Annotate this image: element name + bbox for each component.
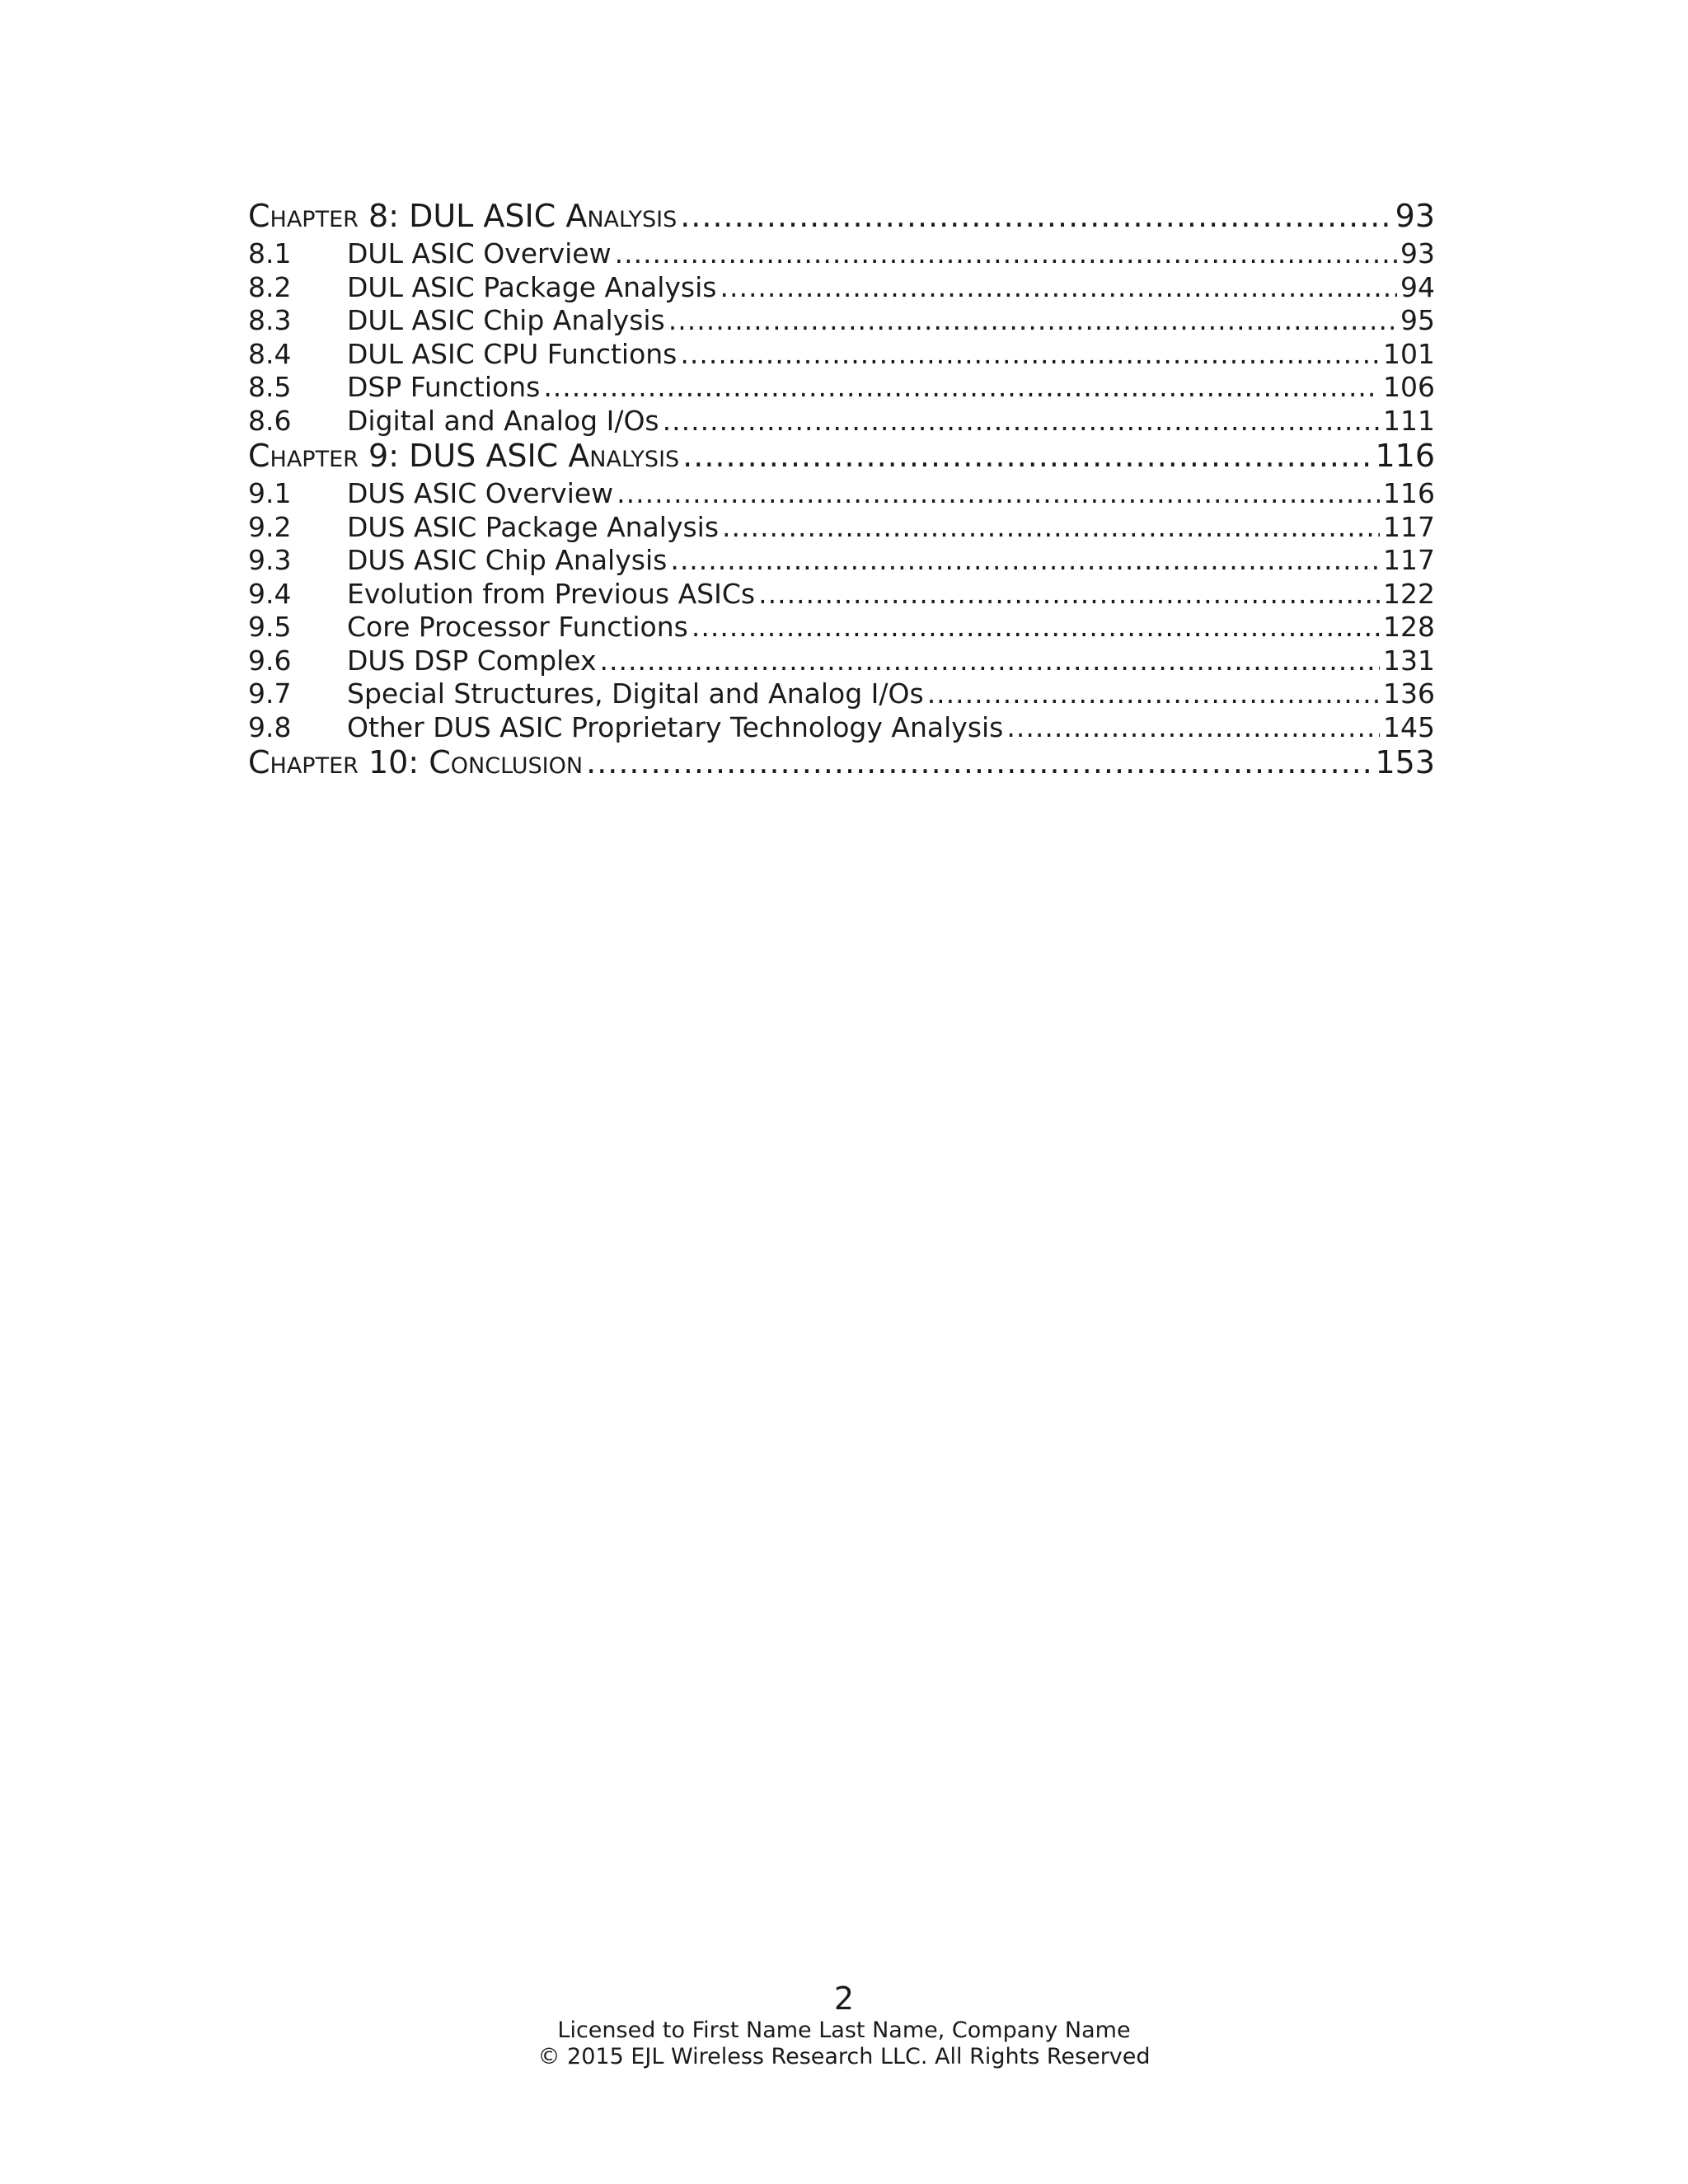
chapter-number: 10: [368, 744, 409, 780]
section-title: DUS ASIC Overview: [347, 477, 614, 509]
chapter-name-smallcaps: Analysis: [565, 198, 678, 234]
section-title: DUL ASIC Package Analysis: [347, 270, 717, 303]
toc-chapter-entry[interactable]: [248, 438, 1435, 477]
chapter-prefix: Chapter: [248, 438, 359, 474]
page-reference: 111: [1383, 404, 1435, 437]
section-number: 9.8: [248, 710, 292, 743]
toc-chapter-entry[interactable]: [248, 744, 1435, 784]
page-reference: 93: [1395, 198, 1435, 234]
section-title: DUL ASIC Chip Analysis: [347, 304, 665, 336]
dot-leader: [758, 578, 1380, 610]
toc-section-entry[interactable]: [248, 677, 1435, 711]
section-number: 8.6: [248, 404, 292, 437]
page-reference: 116: [1383, 477, 1435, 509]
toc-section-entry[interactable]: [248, 477, 1435, 511]
page-reference: 117: [1383, 510, 1435, 543]
dot-leader: [617, 477, 1380, 509]
section-title: Evolution from Previous ASICs: [347, 577, 756, 610]
section-number: 9.5: [248, 611, 292, 643]
page-reference: 145: [1383, 710, 1435, 743]
dot-leader: [663, 405, 1380, 437]
dot-leader: [692, 611, 1380, 643]
page-reference: 117: [1383, 544, 1435, 576]
page-reference: 131: [1383, 644, 1435, 677]
toc-section-entry[interactable]: [248, 304, 1435, 338]
dot-leader: [543, 371, 1380, 403]
section-title: Core Processor Functions: [347, 611, 688, 643]
toc-section-entry[interactable]: [248, 338, 1435, 372]
section-number: 9.7: [248, 677, 292, 710]
dot-leader: [682, 438, 1372, 474]
section-number: 8.4: [248, 337, 292, 370]
table-of-contents: [248, 198, 1435, 784]
chapter-number: 9: [368, 438, 389, 474]
toc-section-entry[interactable]: [248, 611, 1435, 644]
chapter-name: DUS ASIC: [409, 438, 559, 474]
toc-section-entry[interactable]: [248, 644, 1435, 678]
page-reference: 101: [1383, 337, 1435, 370]
section-title: DUS ASIC Package Analysis: [347, 510, 720, 543]
page-reference: 106: [1383, 371, 1435, 403]
page-reference: 94: [1400, 270, 1435, 303]
section-title: DUL ASIC Overview: [347, 237, 612, 269]
chapter-title: Chapter 10: Conclusion: [248, 744, 584, 780]
dot-leader: [670, 544, 1380, 576]
license-notice: Licensed to First Name Last Name, Company Name: [557, 2018, 1131, 2043]
section-number: 8.2: [248, 270, 292, 303]
chapter-name: DUL ASIC: [409, 198, 556, 234]
page-reference: 122: [1383, 577, 1435, 610]
section-number: 9.4: [248, 577, 292, 610]
toc-chapter-entry[interactable]: [248, 198, 1435, 237]
toc-section-entry[interactable]: [248, 511, 1435, 545]
section-number: 9.2: [248, 510, 292, 543]
chapter-title: Chapter 8: DUL ASIC Analysis: [248, 198, 678, 234]
page-footer: [0, 1980, 1688, 2070]
dot-leader: [586, 744, 1372, 780]
page-reference: 95: [1400, 304, 1435, 336]
page-reference: 136: [1383, 677, 1435, 710]
dot-leader: [680, 198, 1391, 234]
toc-section-entry[interactable]: [248, 544, 1435, 578]
toc-section-entry[interactable]: [248, 237, 1435, 271]
chapter-prefix: Chapter: [248, 198, 359, 234]
toc-section-entry[interactable]: [248, 371, 1435, 405]
section-title: DUS ASIC Chip Analysis: [347, 544, 668, 576]
dot-leader: [720, 271, 1397, 303]
chapter-title: Chapter 9: DUS ASIC Analysis: [248, 438, 680, 474]
section-title: DUL ASIC CPU Functions: [347, 337, 678, 370]
dot-leader: [1006, 711, 1380, 743]
section-title: Other DUS ASIC Proprietary Technology Analysis: [347, 710, 1004, 743]
page-reference: 93: [1400, 237, 1435, 269]
dot-leader: [600, 644, 1381, 677]
section-title: Special Structures, Digital and Analog I/Os: [347, 677, 924, 710]
dot-leader: [615, 237, 1397, 269]
dot-leader: [722, 511, 1380, 543]
chapter-name-smallcaps: Conclusion: [429, 744, 584, 780]
dot-leader: [668, 304, 1397, 336]
section-number: 9.3: [248, 544, 292, 576]
section-title: DSP Functions: [347, 371, 541, 403]
toc-section-entry[interactable]: [248, 578, 1435, 612]
page-reference: 116: [1375, 438, 1435, 474]
section-number: 8.1: [248, 237, 292, 269]
page-reference: 153: [1375, 744, 1435, 780]
dot-leader: [927, 677, 1380, 710]
toc-section-entry[interactable]: [248, 271, 1435, 305]
toc-section-entry[interactable]: [248, 711, 1435, 745]
section-number: 9.1: [248, 477, 292, 509]
section-title: DUS DSP Complex: [347, 644, 597, 677]
chapter-name-smallcaps: Analysis: [568, 438, 680, 474]
copyright-notice: © 2015 EJL Wireless Research LLC. All Rights Reserved: [537, 2044, 1151, 2069]
page-number: 2: [833, 1980, 855, 2017]
chapter-number: 8: [368, 198, 389, 234]
page-reference: 128: [1383, 611, 1435, 643]
section-number: 9.6: [248, 644, 292, 677]
section-number: 8.5: [248, 371, 292, 403]
section-number: 8.3: [248, 304, 292, 336]
dot-leader: [680, 338, 1380, 370]
section-title: Digital and Analog I/Os: [347, 404, 659, 437]
chapter-prefix: Chapter: [248, 744, 359, 780]
toc-section-entry[interactable]: [248, 405, 1435, 438]
